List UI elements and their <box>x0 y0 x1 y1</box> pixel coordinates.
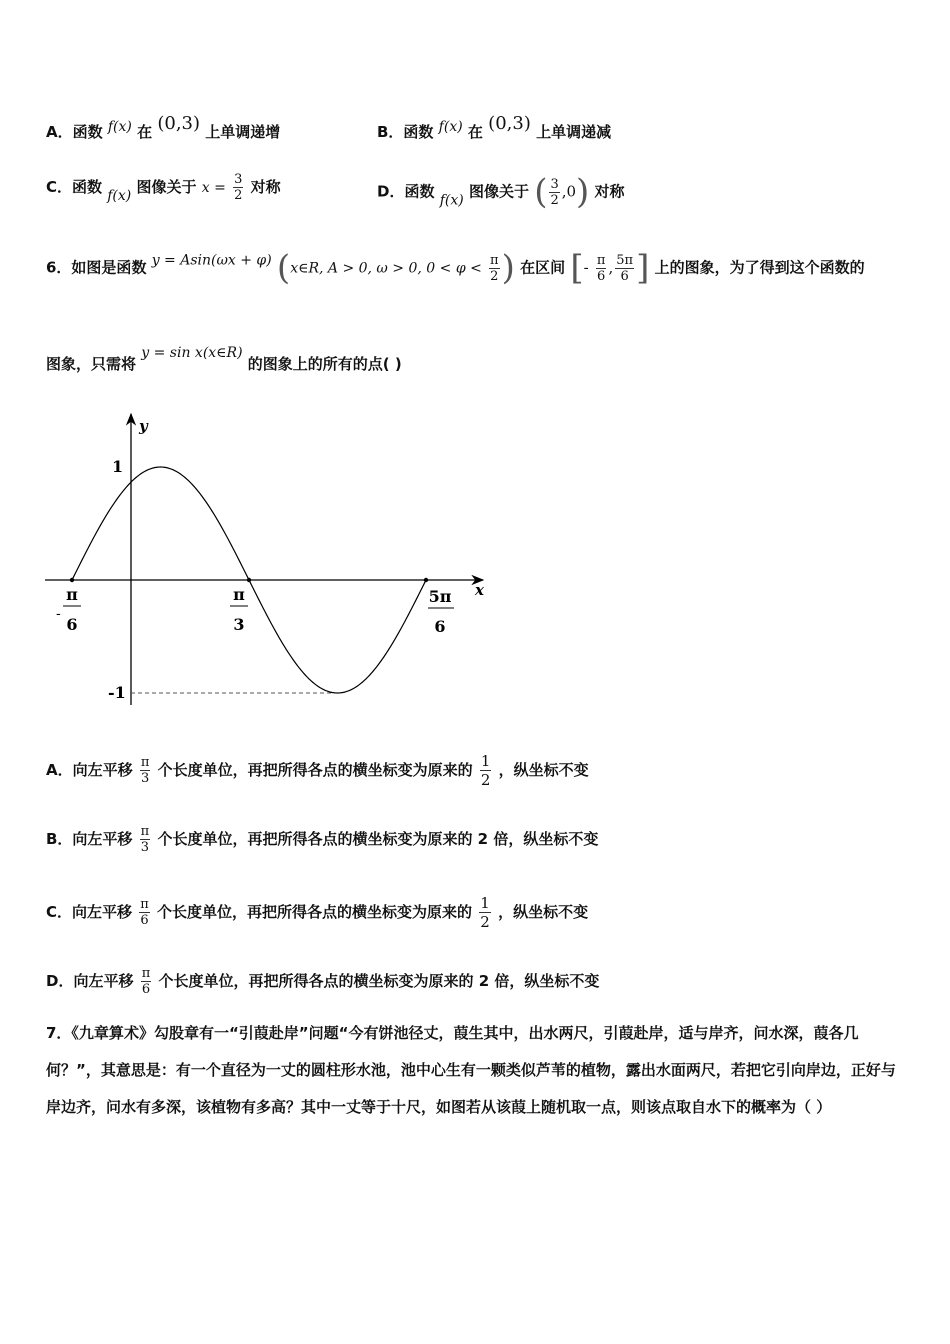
q5-option-c-num: 3 <box>234 172 243 187</box>
q6-option-a-fnum: 1 <box>480 752 491 770</box>
y-tick-top: 1 <box>112 457 124 476</box>
q5-option-a-interval: (0,3) <box>157 113 201 134</box>
q6-interval-rbracket: ] <box>636 248 650 288</box>
q6-interval-label: 在区间 <box>520 258 566 277</box>
x-tick-right-den: 6 <box>434 617 446 636</box>
q5-option-d-mid: 图像关于 <box>468 182 529 201</box>
q5-option-a-tail: 上单调递增 <box>205 123 281 141</box>
q6-suffix: 上的图象，为了得到这个函数的 <box>654 258 865 277</box>
y-axis-label: y <box>139 417 148 435</box>
q5-option-a-mid: 在 <box>137 123 153 141</box>
x-tick-mid-den: 3 <box>233 615 245 634</box>
q6-option-c-label: C．向左平移 <box>46 903 133 921</box>
q5-option-a-fx: f(x) <box>107 119 132 135</box>
q6-option-d-shift <box>141 966 152 997</box>
q6-option-b-mid: 个长度单位，再把所得各点的横坐标变为原来的 2 倍，纵坐标不变 <box>157 830 599 848</box>
q5-option-c-den: 2 <box>234 188 243 203</box>
q6-interval-left-sign: - <box>583 258 589 277</box>
q6-option-c-factor <box>479 894 491 931</box>
q6-option-b <box>46 824 598 855</box>
q6-option-c-fnum: 1 <box>480 894 490 912</box>
x-tick-mid-num: π <box>233 585 245 604</box>
q6-option-b-num: π <box>140 824 150 839</box>
q6-option-c-mid: 个长度单位，再把所得各点的横坐标变为原来的 <box>157 903 473 921</box>
q5-option-b-fx: f(x) <box>438 119 463 135</box>
q6-line2-suffix: 的图象上的所有的点( ) <box>247 355 402 373</box>
q5-option-a-label: A．函数 <box>46 123 103 141</box>
q6-stem-line1: 6．如图是函数 y = Asin(ωx + φ) (x∈R, A > 0, ω > 0, 0 < φ < $\frac{\pi}{2}$ ) 在区间 [- $\frac{\pi}{6}$ , $\frac{5\pi}{6}$ ] 上的图象，为了得到这个函数的 <box>46 248 865 288</box>
q6-option-c-shift <box>139 897 150 928</box>
q5-option-c-tail: 对称 <box>250 178 281 196</box>
q5-option-d-lparen: ( <box>534 172 548 212</box>
q6-option-c-fden: 2 <box>480 913 490 931</box>
q6-cond-den: 2 <box>490 268 499 284</box>
q5-option-d-tail: 对称 <box>594 182 625 201</box>
q6-option-c-den: 6 <box>140 913 149 928</box>
q6-option-d-num: π <box>141 966 151 981</box>
q6-option-d-den: 6 <box>141 982 151 997</box>
x-tick-left-sign: - <box>56 606 61 622</box>
q5-option-d-label: D．函数 <box>377 182 435 201</box>
x-tick-left-num: π <box>66 585 78 604</box>
q5-option-d-rparen: ) <box>576 172 590 212</box>
q6-option-a-mid: 个长度单位，再把所得各点的横坐标变为原来的 <box>157 761 473 779</box>
q6-option-a-num: π <box>140 755 150 770</box>
x-tick-right-num: 5π <box>428 587 452 606</box>
q6-option-c <box>46 894 588 931</box>
q5-option-b-tail: 上单调递减 <box>536 123 612 141</box>
zero-point-right <box>424 578 428 582</box>
q6-option-d-mid: 个长度单位，再把所得各点的横坐标变为原来的 2 倍，纵坐标不变 <box>158 972 600 990</box>
q6-cond-rparen: ) <box>501 248 515 288</box>
q6-option-a-fden: 2 <box>480 771 491 789</box>
q5-option-c-mid: 图像关于 <box>136 178 197 196</box>
q6-option-b-label: B．向左平移 <box>46 830 133 848</box>
q6-option-d <box>46 966 599 997</box>
q6-option-a-tail: ，纵坐标不变 <box>498 761 589 779</box>
q6-formula: y = Asin(ωx + φ) <box>151 252 272 269</box>
zero-point-mid <box>247 578 251 582</box>
q6-interval-lbracket: [ <box>570 248 584 288</box>
q6-prefix: 6．如图是函数 <box>46 258 147 277</box>
q5-option-d-den: 2 <box>550 192 559 208</box>
q5-option-c-var: x = <box>201 180 226 196</box>
q5-option-c-label: C．函数 <box>46 178 103 196</box>
q5-option-d-fx: f(x) <box>439 192 464 209</box>
q6-option-a-shift <box>140 755 151 786</box>
q6-option-d-label: D．向左平移 <box>46 972 134 990</box>
q6-option-c-tail: ，纵坐标不变 <box>498 903 589 921</box>
zero-point-left <box>70 578 74 582</box>
q6-cond-num: π <box>490 252 499 268</box>
q5-option-d-coord: ,0 <box>561 182 577 201</box>
q6-cond: x∈R, A > 0, ω > 0, 0 < φ < <box>290 260 482 277</box>
q6-cond-lparen: ( <box>276 248 291 288</box>
q6-line2-formula: y = sin x(x∈R) <box>141 345 243 361</box>
q5-option-c-fx: f(x) <box>107 188 132 204</box>
q6-interval-left-den: 6 <box>597 268 606 284</box>
y-tick-bottom: -1 <box>108 683 126 702</box>
q6-option-b-shift <box>140 824 151 855</box>
q5-option-b-interval: (0,3) <box>488 113 531 134</box>
x-tick-left-den: 6 <box>66 615 78 634</box>
q6-option-c-num: π <box>140 897 149 912</box>
q6-option-a-factor <box>480 752 492 789</box>
q6-interval-right-den: 6 <box>620 268 629 284</box>
q7-text: 7．《九章算术》勾股章有一“引葭赴岸”问题“今有饼池径丈，葭生其中，出水两尺，引葭赴岸，适与岸齐，问水深，葭各几何？”，其意思是：有一个直径为一丈的圆柱形水池，池中心生有一颗类似芦苇的植物，露出水面两尺，若把它引向岸边，正好与岸边齐，问水有多深，该植物有多高？其中一丈等于十尺，如图若从该葭上随机取一点，则该点取自水下的概率为（ ） <box>46 1024 896 1116</box>
q6-interval-right-num: 5π <box>616 252 634 268</box>
q6-line2-prefix: 图象，只需将 <box>46 355 137 373</box>
q5-option-b-label: B．函数 <box>377 123 434 141</box>
q6-option-b-den: 3 <box>140 840 150 855</box>
q6-option-a <box>46 752 589 789</box>
q6-option-a-label: A．向左平移 <box>46 761 133 779</box>
q6-option-a-den: 3 <box>140 771 150 786</box>
q5-option-d-num: 3 <box>550 176 559 192</box>
q5-option-b-mid: 在 <box>467 123 483 141</box>
q6-interval-left-num: π <box>596 252 606 268</box>
x-axis-label: x <box>475 581 484 599</box>
